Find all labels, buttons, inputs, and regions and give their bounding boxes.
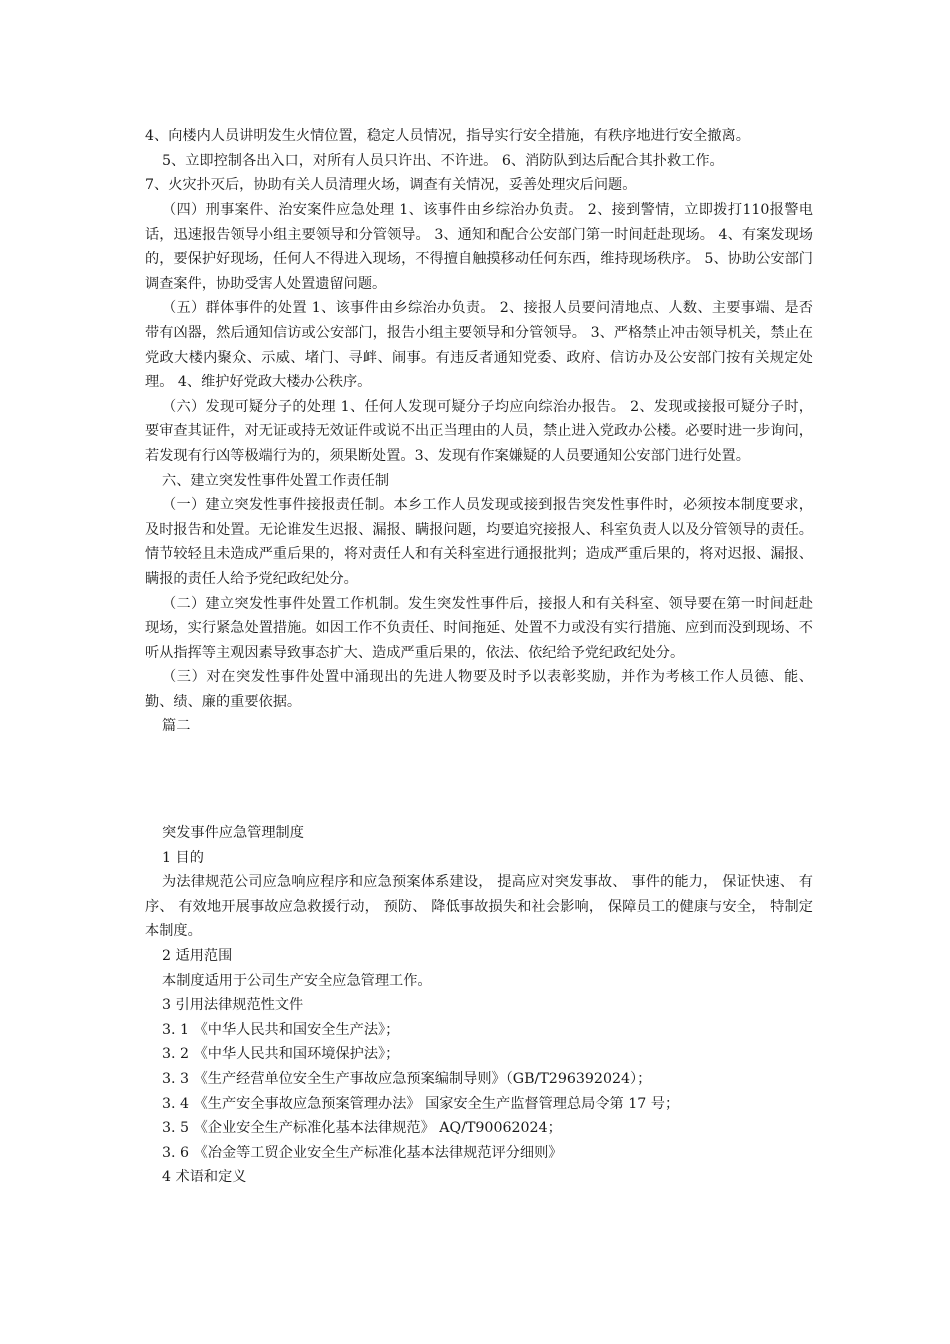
heading-responsibility-system: 六、建立突发性事件处置工作责任制 xyxy=(162,472,390,489)
reference-item: 3. 4 《生产安全事故应急预案管理办法》 国家安全生产监督管理总局令第 17 号； xyxy=(162,1095,680,1112)
fire-step-5-6: 5、立即控制各出入口，对所有人员只许出、不许进。 6、消防队到达后配合其扑救工作。 xyxy=(162,152,724,169)
section-criminal-cases: （四）刑事案件、治安案件应急处理 1、该事件由乡综治办负责。 2、接到警情，立即拨打110报警电话，迅速报告领导小组主要领导和分管领导。 3、通知和配合公安部门第一时间赶赴现场。 4、有案发现场的，要保护好现场，任何人不得进入现场，不得擅自触摸移动任何东西，维持现场秩序。 5、协助公安部门调查案件，协助受害人处置遗留问题。 xyxy=(145,202,813,292)
section-3-heading: 3 引用法律规范性文件 xyxy=(162,997,304,1014)
part-label: 篇二 xyxy=(162,718,191,735)
reference-item: 3. 1 《中华人民共和国安全生产法》； xyxy=(162,1021,400,1038)
reference-item: 3. 5 《企业安全生产标准化基本法律规范》 AQ/T90062024； xyxy=(162,1120,562,1137)
section-1-text: 为法律规范公司应急响应程序和应急预案体系建设， 提高应对突发事故、 事件的能力， 保证快速、 有序、 有效地开展事故应急救援行动， 预防、 降低事故损失和社会影响， 保障员工的健康与安全， 特制定本制度。 xyxy=(145,874,813,940)
fire-step-4: 4、向楼内人员讲明发生火情位置，稳定人员情况，指导实行安全措施，有秩序地进行安全撤离。 xyxy=(145,128,750,144)
section-2-heading: 2 适用范围 xyxy=(162,947,233,964)
section-1-heading: 1 目的 xyxy=(162,849,204,866)
document-title: 突发事件应急管理制度 xyxy=(162,825,304,841)
section-suspicious-persons: （六）发现可疑分子的处理 1、任何人发现可疑分子均应向综治办报告。 2、发现或接报可疑分子时，要审查其证件，对无证或持无效证件或说不出正当理由的人员，禁止进入党政办公楼。必要时进一步询问，若发现有行凶等极端行为的，须果断处置。3、发现有作案嫌疑的人员要通知公安部门进行处置。 xyxy=(145,398,813,464)
emergency-management-system xyxy=(145,821,813,1190)
fire-steps xyxy=(145,124,813,198)
resp-item-3: （三）对在突发性事件处置中涌现出的先进人物要及时予以表彰奖励，并作为考核工作人员德、能、勤、绩、廉的重要依据。 xyxy=(145,669,813,710)
reference-item: 3. 6 《冶金等工贸企业安全生产标准化基本法律规范评分细则》 xyxy=(162,1144,563,1161)
reference-item: 3. 2 《中华人民共和国环境保护法》； xyxy=(162,1046,400,1063)
section-group-incidents: （五）群体事件的处置 1、该事件由乡综治办负责。 2、接报人员要问清地点、人数、主要事端、是否带有凶器，然后通知信访或公安部门，报告小组主要领导和分管领导。 3、严格禁止冲击领导机关，禁止在党政大楼内聚众、示威、堵门、寻衅、闹事。有违反者通知党委、政府、信访办及公安部门按有关规定处理。 4、维护好党政大楼办公秩序。 xyxy=(145,300,813,391)
section-4-heading: 4 术语和定义 xyxy=(162,1169,247,1186)
resp-item-1: （一）建立突发性事件接报责任制。本乡工作人员发现或接到报告突发性事件时，必须按本制度要求，及时报告和处置。无论谁发生迟报、漏报、瞒报问题，均要追究接报人、科室负责人以及分管领导的责任。情节较轻且未造成严重后果的，将对责任人和有关科室进行通报批判；造成严重后果的，将对迟报、漏报、瞒报的责任人给予党纪政纪处分。 xyxy=(145,497,813,587)
reference-item: 3. 3 《生产经营单位安全生产事故应急预案编制导则》（GB/T296392024）； xyxy=(162,1070,652,1087)
resp-item-2: （二）建立突发性事件处置工作机制。发生突发性事件后，接报人和有关科室、领导要在第一时间赶赴现场，实行紧急处置措施。如因工作不负责任、时间拖延、处置不力或没有实行措施、应到而没到现场、不听从指挥等主观因素导致事态扩大、造成严重后果的，依法、依纪给予党纪政纪处分。 xyxy=(145,595,813,661)
fire-step-7: 7、火灾扑灭后，协助有关人员清理火场，调查有关情况，妥善处理灾后问题。 xyxy=(145,177,637,194)
section-2-text: 本制度适用于公司生产安全应急管理工作。 xyxy=(162,972,432,989)
incident-sections xyxy=(145,198,813,739)
